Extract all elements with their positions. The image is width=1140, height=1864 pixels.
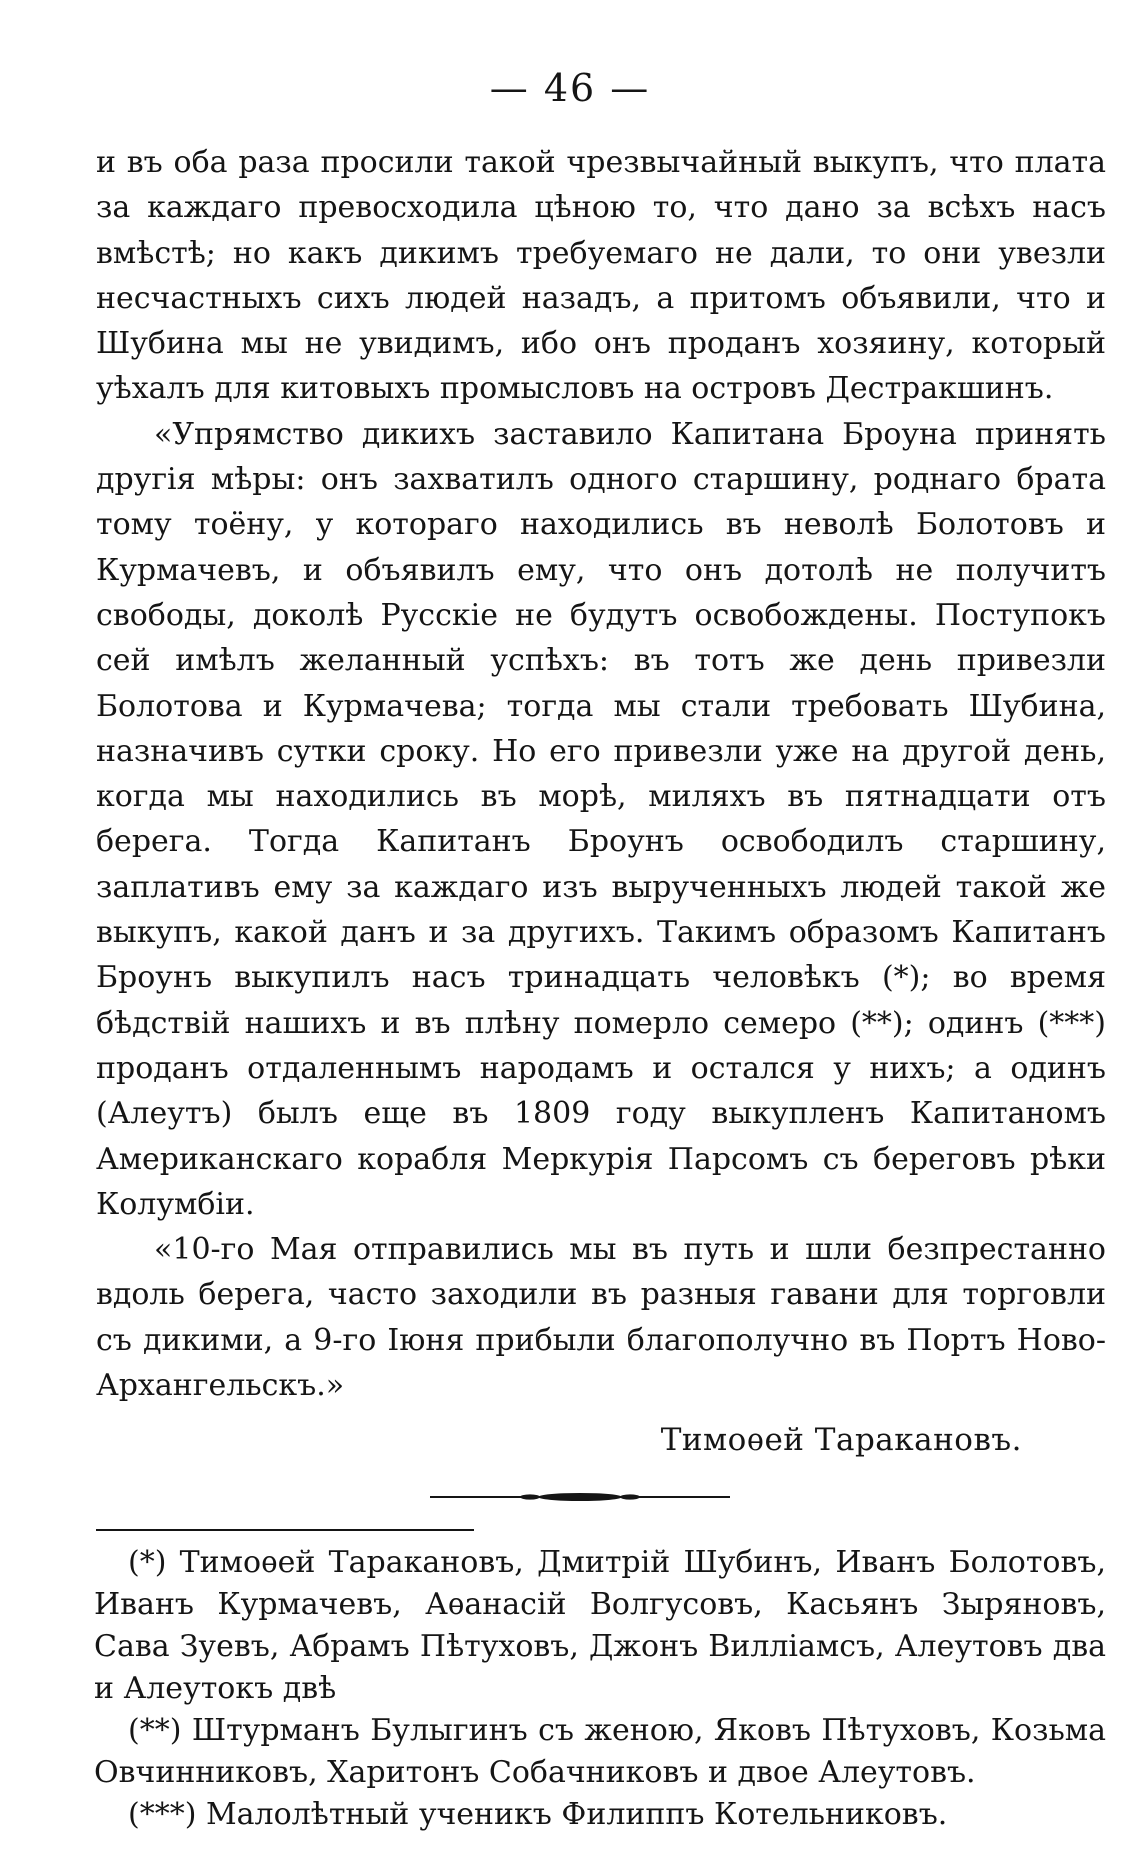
decorative-divider [430, 1490, 730, 1504]
footnotes [94, 1542, 1106, 1836]
author-signature: Тимоѳей Таракановъ. [660, 1422, 1022, 1458]
footnote-3: (***) Малолѣтный ученикъ Филиппъ Котельниковъ. [128, 1797, 948, 1832]
footnote-1: (*) Тимоѳей Таракановъ, Дмитрій Шубинъ, Иванъ Болотовъ, Иванъ Курмачевъ, Аѳанасій Волгусовъ, Касьянъ Зыряновъ, Сава Зуевъ, Абрамъ Пѣтуховъ, Джонъ Вилліамсъ, Алеутовъ два и Алеутокъ двѣ [94, 1545, 1106, 1706]
paragraph-brown-ransom: «Упрямство дикихъ заставило Капитана Броуна принять другія мѣры: онъ захватилъ одного старшину, роднаго брата тому тоёну, у котораго находились въ неволѣ Болотовъ и Курмачевъ, и объявилъ ему, что онъ дотолѣ не получитъ свободы, доколѣ Русскіе не будутъ освобождены. Поступокъ сей имѣлъ желанный успѣхъ: въ тотъ же день привезли Болотова и Курмачева; тогда мы стали требовать Шубина, назначивъ сутки сроку. Но его привезли уже на другой день, когда мы находились въ морѣ, миляхъ въ пятнадцати отъ берега. Тогда Капитанъ Броунъ освободилъ старшину, заплативъ ему за каждаго изъ вырученныхъ людей такой же выкупъ, какой данъ и за другихъ. Такимъ образомъ Капитанъ Броунъ выкупилъ насъ тринадцать человѣкъ (*); во время бѣдствій нашихъ и въ плѣну померло семеро (**); одинъ (***) проданъ отдаленнымъ народамъ и остался у нихъ; а одинъ (Алеутъ) былъ еще въ 1809 году выкупленъ Капитаномъ Американскаго корабля Меркурія Парсомъ съ береговъ рѣки Колумбіи. [96, 416, 1106, 1222]
main-text [96, 140, 1106, 1408]
paragraph-continuation: и въ оба раза просили такой чрезвычайный выкупъ, что плата за каждаго превосходила цѣною то, что дано за всѣхъ насъ вмѣстѣ; но какъ дикимъ требуемаго не дали, то они увезли несчастныхъ сихъ людей назадъ, а притомъ объявили, что и Шубина мы не увидимъ, ибо онъ проданъ хозяину, который уѣхалъ для китовыхъ промысловъ на островъ Дестракшинъ. [96, 145, 1106, 407]
divider-left-flourish [520, 1494, 540, 1499]
paragraph-departure: «10-го Мая отправились мы въ путь и шли безпрестанно вдоль берега, часто заходили въ разныя гавани для торговли съ дикими, а 9-го Іюня прибыли благополучно въ Портъ Ново-Архангельскъ.» [96, 1232, 1106, 1404]
footnote-separator [96, 1529, 474, 1531]
footnote-2: (**) Штурманъ Булыгинъ съ женою, Яковъ Пѣтуховъ, Козьма Овчинниковъ, Харитонъ Собачниковъ и двое Алеутовъ. [94, 1713, 1106, 1790]
divider-right-flourish [620, 1494, 640, 1499]
divider-center-flourish [538, 1493, 622, 1501]
page-number: — 46 — [489, 66, 651, 110]
